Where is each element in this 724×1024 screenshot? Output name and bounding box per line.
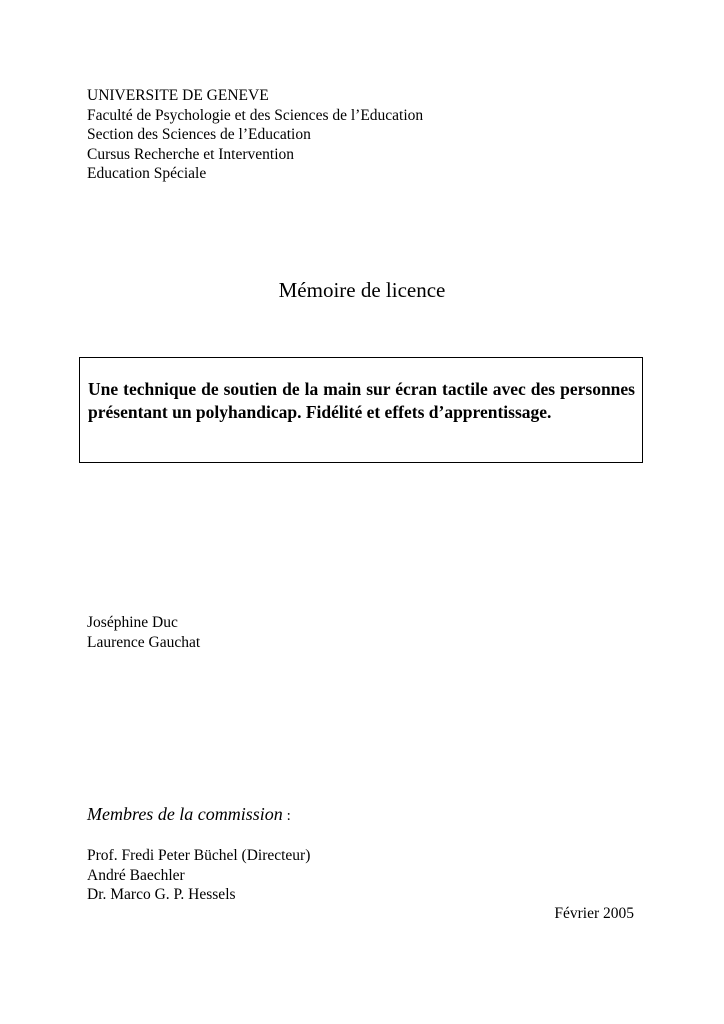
- faculty-name: Faculté de Psychologie et des Sciences de l’Education: [87, 106, 424, 124]
- commission-heading: [87, 803, 291, 827]
- author-name: Laurence Gauchat: [87, 633, 201, 651]
- section-name: Section des Sciences de l’Education: [87, 126, 311, 144]
- commission-label: Membres de la commission: [87, 804, 283, 824]
- institution-header: [87, 86, 423, 184]
- commission-member: Dr. Marco G. P. Hessels: [87, 886, 236, 904]
- cursus-name: Cursus Recherche et Intervention: [87, 145, 295, 163]
- university-name: UNIVERSITE DE GENEVE: [87, 87, 269, 104]
- title-box: [79, 357, 643, 463]
- specialization-name: Education Spéciale: [87, 165, 207, 183]
- authors-block: [87, 613, 200, 652]
- submission-date: Février 2005: [554, 905, 634, 922]
- commission-colon: :: [282, 808, 291, 824]
- thesis-title: Une technique de soutien de la main sur écran tactile avec des personnes présentant un polyhandicap. Fidélité et effets d’apprentissage.: [88, 379, 635, 422]
- author-name: Joséphine Duc: [87, 614, 178, 631]
- commission-members: [87, 846, 310, 905]
- document-type: Mémoire de licence: [278, 278, 446, 302]
- commission-member: Prof. Fredi Peter Büchel (Directeur): [87, 847, 311, 864]
- commission-member: André Baechler: [87, 866, 185, 884]
